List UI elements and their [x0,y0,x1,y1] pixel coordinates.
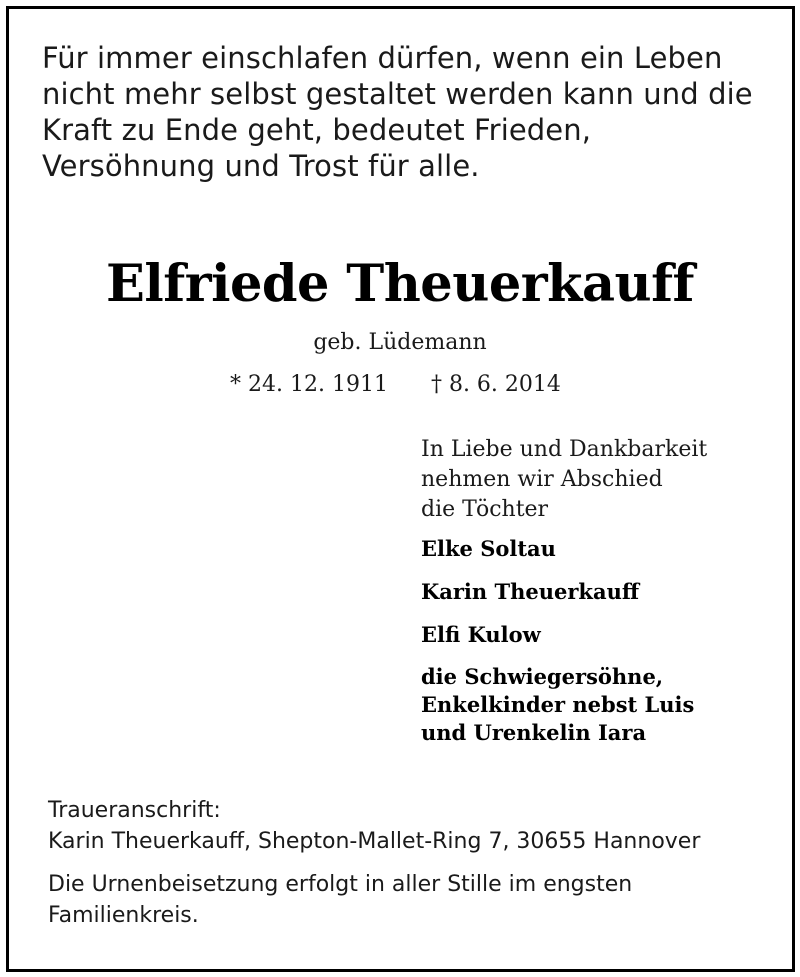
other-mourners-line: die Schwiegersöhne, [421,664,664,689]
mourning-address [48,795,700,857]
birth-date: * 24. 12. 1911 [230,372,388,397]
address-value: Karin Theuerkauff, Shepton-Mallet-Ring 7, 30655 Hannover [48,829,701,854]
daughter-name: Elfi Kulow [421,622,541,647]
poem-line: nicht mehr selbst gestaltet werden kann und die [42,77,753,111]
other-mourners-line: und Urenkelin Iara [421,720,647,745]
other-mourners-line: Enkelkinder nebst Luis [421,692,695,717]
intro-line: nehmen wir Abschied [421,467,663,492]
mourners-block [421,435,707,747]
daughter-name: Karin Theuerkauff [421,579,640,604]
burial-notice [48,869,632,931]
daughter-name: Elke Soltau [421,536,556,561]
poem [42,40,753,184]
poem-line: Für immer einschlafen dürfen, wenn ein Leben [42,41,723,75]
notice-line: Die Urnenbeisetzung erfolgt in aller Stille im engsten [48,872,633,897]
poem-line: Kraft zu Ende geht, bedeutet Frieden, [42,113,592,147]
notice-line: Familienkreis. [48,903,199,928]
deceased-name: Elfriede Theuerkauff [106,254,694,314]
poem-line: Versöhnung und Trost für alle. [42,149,480,183]
life-dates [230,372,561,397]
birth-name: geb. Lüdemann [313,330,487,355]
intro-line: die Töchter [421,497,549,522]
address-label: Traueranschrift: [48,798,221,823]
death-date: † 8. 6. 2014 [430,372,561,397]
intro-line: In Liebe und Dankbarkeit [421,437,708,462]
